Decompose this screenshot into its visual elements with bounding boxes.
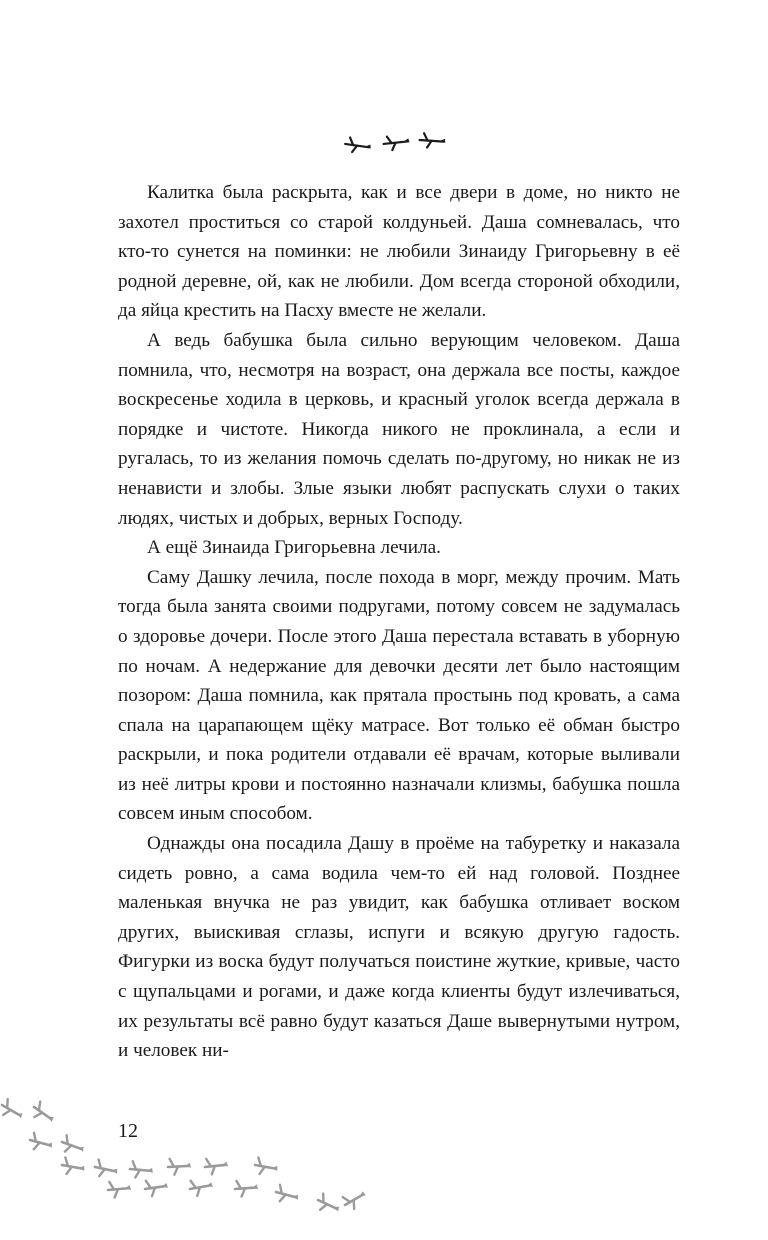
bird-icon bbox=[344, 137, 372, 154]
bird-icon bbox=[28, 1132, 54, 1153]
bird-icon bbox=[0, 1098, 26, 1123]
bird-icon bbox=[59, 1134, 86, 1157]
paragraph: Саму Дашку лечила, после похода в морг, между прочим. Мать тогда была занята своими подругами, потому совсем не задумалась о здоровье дочери. После этого Даша перестала вставать в уборную по ночам. А недержание для девочки десяти лет было настоящим позором: Даша помнила, как прятала простынь под кровать, а сама спала на царапающем щёку матрасе. Вот только её обман быстро раскрыли, и пока родители отдавали её врачам, которые выливали из неё литры крови и постоянно назначали клизмы, бабушка пошла совсем иным способом. bbox=[118, 566, 680, 825]
bird-icon bbox=[419, 133, 446, 149]
bird-icon bbox=[204, 1157, 229, 1175]
body-text bbox=[118, 178, 680, 1066]
bird-icon bbox=[61, 1157, 86, 1177]
bird-icon bbox=[29, 1100, 57, 1126]
bird-ornament-divider bbox=[340, 126, 450, 156]
paragraph: А ведь бабушка была сильно верующим человеком. Даша помнила, что, несмотря на возраст, она держала все посты, каждое воскресенье ходила в церковь, и красный уголок всегда держала в порядке и чистоте. Никогда никого не проклинала, а если и ругалась, то из желания помочь сделать по-другому, но никак не из ненависти и злобы. Злые языки любят распускать слухи о таких людях, чистых и добрых, верных Господу. bbox=[118, 329, 680, 529]
bird-icon bbox=[383, 134, 410, 151]
bird-icon bbox=[274, 1184, 300, 1205]
bird-icon bbox=[107, 1180, 131, 1198]
bird-icon bbox=[254, 1157, 279, 1177]
page-number: 12 bbox=[118, 1120, 138, 1142]
paragraph: Однажды она посадила Дашу в проёме на табуретку и наказала сидеть ровно, а сама водила чем-то ей над головой. Позднее маленькая внучка не раз увидит, как бабушка отливает воском других, выискивая сглазы, испуги и всякую другую гадость. Фигурки из воска будут получаться поистине жуткие, кривые, часто с щупальцами и рогами, и даже когда клиенты будут излечиваться, их результаты всё равно будут казаться Даше вывернутыми нутром, и человек ни- bbox=[118, 833, 680, 1062]
bird-icon bbox=[129, 1161, 153, 1179]
paragraph: А ещё Зинаида Григорьевна лечила. bbox=[147, 537, 441, 559]
bird-icon bbox=[144, 1178, 169, 1197]
paragraph: Калитка была раскрыта, как и все двери в доме, но никто не захотел проститься со старой колдуньей. Даша сомневалась, что кто-то сунется на поминки: не любили Зинаиду Григорьевну в её родной деревне, ой, как не любили. Дом всегда стороной обходили, да яйца крестить на Пасху вместе не желали. bbox=[118, 182, 680, 322]
flying-birds-decoration bbox=[0, 1085, 400, 1235]
bird-icon bbox=[93, 1159, 119, 1179]
bird-icon bbox=[234, 1179, 258, 1197]
bird-icon bbox=[168, 1158, 192, 1175]
bird-icon bbox=[315, 1193, 343, 1217]
bird-icon bbox=[189, 1177, 214, 1197]
bird-icon bbox=[341, 1187, 369, 1212]
